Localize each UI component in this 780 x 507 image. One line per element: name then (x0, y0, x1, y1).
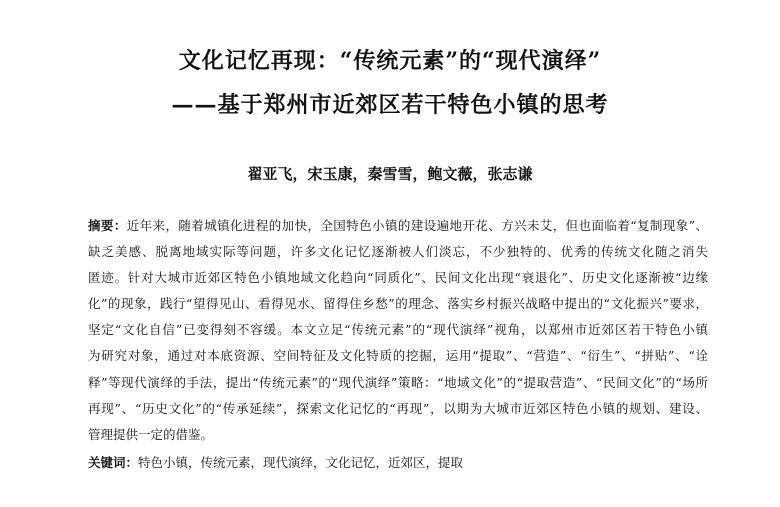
paper-subtitle: ——基于郑州市近郊区若干特色小镇的思考 (171, 92, 609, 118)
abstract-line: 管理提供一定的借鉴。 (88, 426, 214, 442)
keywords-block (88, 453, 708, 473)
abstract-text: 近年来，随着城镇化进程的加快，全国特色小镇的建设遍地开花、方兴未艾，但也面临着“复制现象”、 (126, 218, 708, 233)
abstract-block (88, 213, 708, 448)
abstract-line: 释”等现代演绎的手法，提出“传统元素”的“现代演绎”策略：“地域文化”的“提取营造”、“民间文化”的“场所 (88, 374, 708, 390)
abstract-line: 坚定“文化自信”已变得刻不容缓。本文立足“传统元素”的“现代演绎”视角，以郑州市近郊区若干特色小镇 (88, 322, 708, 338)
abstract-label: 摘要： (88, 218, 127, 233)
paper-title: 文化记忆再现：“传统元素”的“现代演绎” (178, 48, 602, 74)
keywords-text: 特色小镇，传统元素，现代演绎，文化记忆，近郊区，提取 (138, 455, 464, 470)
abstract-line: 化”的现象，践行“望得见山、看得见水、留得住乡愁”的理念、落实乡村振兴战略中提出的“文化振兴”要求， (88, 296, 708, 312)
abstract-line: 为研究对象，通过对本底资源、空间特征及文化特质的挖掘，运用“提取”、“营造”、“衍生”、“拼贴”、“诠 (88, 348, 708, 364)
abstract-line (88, 213, 708, 239)
keywords-label: 关键词： (88, 455, 139, 470)
author-list: 翟亚飞，宋玉康，秦雪雪，鲍文薇，张志谦 (247, 165, 533, 183)
abstract-line: 再现”、“历史文化”的“传承延续”，探索文化记忆的“再现”，以期为大城市近郊区特色小镇的规划、建设、 (88, 400, 708, 416)
abstract-line: 缺乏美感、脱离地域实际等问题，许多文化记忆逐渐被人们淡忘，不少独特的、优秀的传统文化随之消失 (88, 244, 708, 260)
abstract-line: 匿迹。针对大城市近郊区特色小镇地域文化趋向“同质化”、民间文化出现“衰退化”、历史文化逐渐被“边缘 (88, 270, 708, 286)
